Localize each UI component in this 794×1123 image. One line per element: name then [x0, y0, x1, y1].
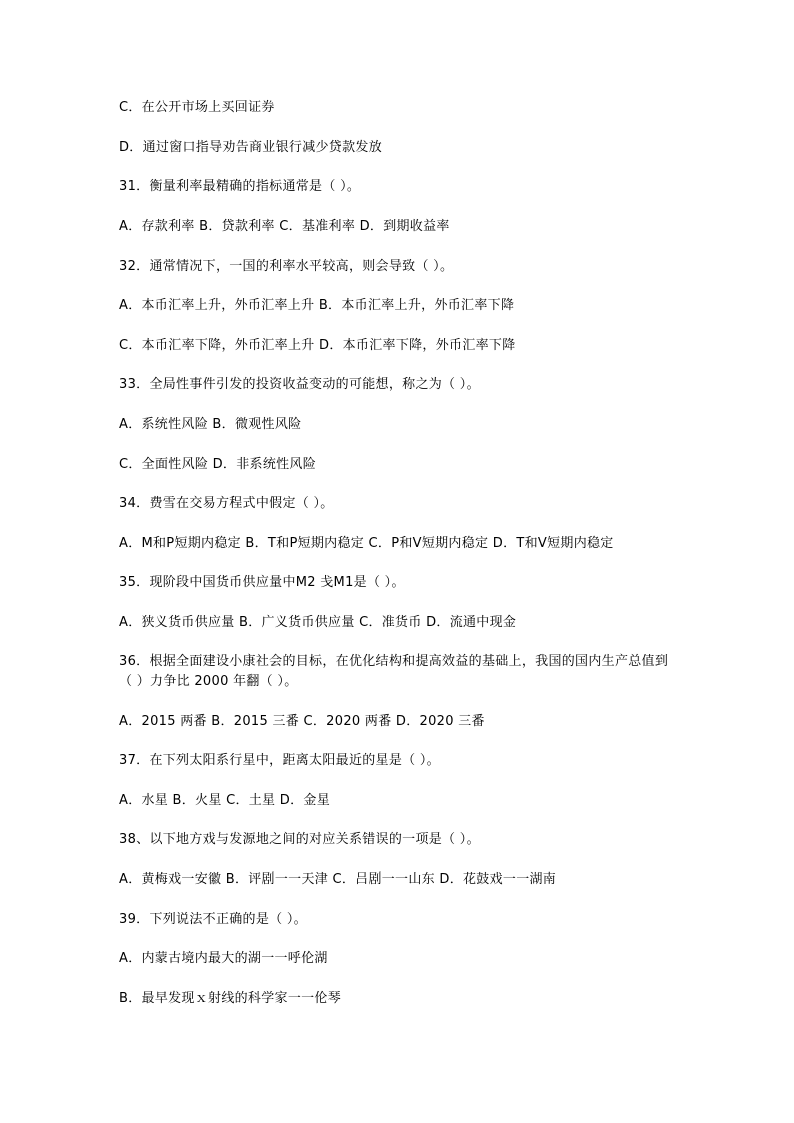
question-32: 32．通常情况下，一国的利率水平较高，则会导致（ ）。 — [119, 259, 454, 274]
question-36: 36．根据全面建设小康社会的目标，在优化结构和提高效益的基础上，我国的国内生产总值到（ ）力争比 2000 年翻（ ）。 — [119, 654, 669, 689]
options-q34: A．M和P短期内稳定 B．T和P短期内稳定 C．P和V短期内稳定 D．T和V短期内稳定 — [119, 536, 614, 551]
options-ab-q32: A．本币汇率上升，外币汇率上升 B．本币汇率上升，外币汇率下降 — [119, 298, 515, 313]
question-39: 39．下列说法不正确的是（ ）。 — [119, 912, 307, 927]
options-q35: A．狭义货币供应量 B．广义货币供应量 C．准货币 D．流通中现金 — [119, 615, 517, 630]
option-a-q39: A．内蒙古境内最大的湖一一呼伦湖 — [119, 951, 328, 966]
option-c-q30: C．在公开市场上买回证券 — [119, 100, 275, 115]
options-q36: A．2015 两番 B．2015 三番 C．2020 两番 D．2020 三番 — [119, 714, 485, 729]
options-q37: A．水星 B．火星 C．土星 D．金星 — [119, 793, 330, 808]
question-31: 31．衡量利率最精确的指标通常是（ ）。 — [119, 179, 361, 194]
options-cd-q33: C．全面性风险 D．非系统性风险 — [119, 457, 317, 472]
options-cd-q32: C．本币汇率下降，外币汇率上升 D．本币汇率下降，外币汇率下降 — [119, 338, 516, 353]
question-35: 35．现阶段中国货币供应量中M2 戋M1是（ ）。 — [119, 575, 405, 590]
question-33: 33．全局性事件引发的投资收益变动的可能想，称之为（ ）。 — [119, 377, 480, 392]
options-q38: A．黄梅戏一安徽 B．评剧一一天津 C．吕剧一一山东 D．花鼓戏一一湖南 — [119, 872, 557, 887]
question-38: 38、以下地方戏与发源地之间的对应关系错误的一项是（ ）。 — [119, 832, 480, 847]
option-d-q30: D．通过窗口指导劝告商业银行减少贷款发放 — [119, 140, 383, 155]
question-37: 37．在下列太阳系行星中，距离太阳最近的星是（ ）。 — [119, 753, 440, 768]
options-ab-q33: A．系统性风险 B．微观性风险 — [119, 417, 302, 432]
options-q31: A．存款利率 B．贷款利率 C．基准利率 D．到期收益率 — [119, 219, 450, 234]
question-34: 34．费雪在交易方程式中假定（ ）。 — [119, 496, 334, 511]
option-b-q39: B．最早发现ｘ射线的科学家一一伦琴 — [119, 991, 342, 1006]
